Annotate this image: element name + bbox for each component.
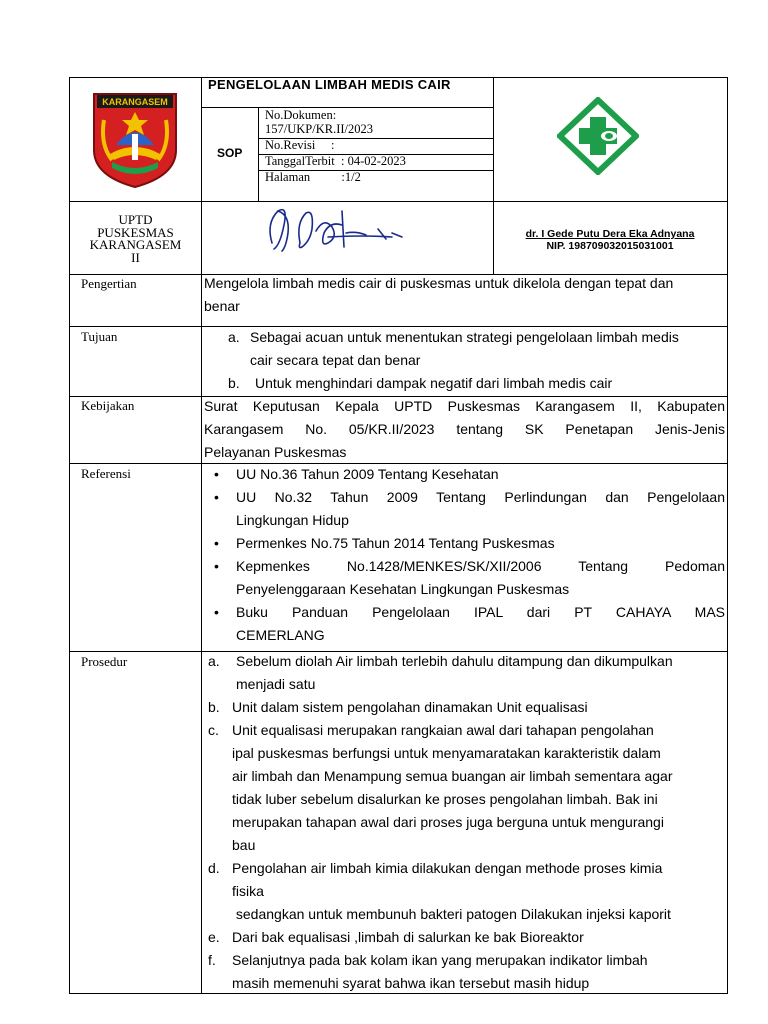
list-item [236,532,725,555]
list-item [204,326,725,372]
list-item [204,372,725,395]
list-item [204,857,725,926]
list-item [236,555,725,601]
signature-icon [262,203,410,255]
text-line: Lingkungan Hidup [236,512,349,528]
list-item [236,486,725,532]
text-line: • UU No.36 Tahun 2009 Tentang Kesehatan [236,466,499,482]
doc-number-value: 157/UKP/KR.II/2023 [265,122,373,136]
kebijakan-text [204,395,725,464]
list-item [236,463,725,486]
label-prosedur: Prosedur [81,654,128,669]
tujuan-list [204,326,725,395]
sop-label: SOP [217,146,243,160]
doc-number-label: No.Dokumen: [265,108,337,122]
text-line: menjadi satu [236,676,316,692]
referensi-list [236,463,725,647]
pengertian-text [204,272,725,318]
signatory-nip: NIP. 198709032015031001 [546,240,674,252]
text-line: Mengelola limbah medis cair di puskesmas untuk dikelola dengan tepat dan [204,275,674,291]
text-line: Untuk menghindari dampak negatif dari limbah medis cair [255,375,613,391]
page-number: Halaman :1/2 [265,170,361,184]
label-kebijakan: Kebijakan [81,398,135,413]
label-referensi: Referensi [81,466,131,481]
text-line: Unit dalam sistem pengolahan dinamakan Unit equalisasi [232,699,588,715]
text-line: masih memenuhi syarat bahwa ikan tersebut masih hidup [232,975,590,991]
list-marker: d. [208,860,220,876]
label-tujuan: Tujuan [81,329,118,344]
text-line: cair secara tepat dan benar [250,352,421,368]
text-line: Penyelenggaraan Kesehatan Lingkungan Puskesmas [236,581,570,597]
list-item [204,926,725,949]
text-line: air limbah dan Menampung semua buangan air limbah sementara agar [232,768,673,784]
org-line: PUSKESMAS [97,224,174,240]
text-line: • Permenkes No.75 Tahun 2014 Tentang Puskesmas [236,535,555,551]
text-line: Karangasem No. 05/KR.II/2023 tentang SK Penetapan Jenis-Jenis [204,421,725,437]
puskesmas-logo-icon [557,97,639,175]
org-line: UPTD [118,212,153,227]
text-line: • UU No.32 Tahun 2009 Tentang Perlindungan dan Pengelolaan [236,489,725,505]
issue-date: TanggalTerbit : 04-02-2023 [265,154,406,168]
text-line: ipal puskesmas berfungsi untuk menyamaratakan karakteristik dalam [232,745,661,761]
text-line: fisika [232,883,264,899]
text-line: merupakan tahapan awal dari proses juga berguna untuk mengurangi [232,814,664,830]
label-pengertian: Pengertian [81,276,137,291]
list-item [236,601,725,647]
text-line: Pengolahan air limbah kimia dilakukan dengan methode proses kimia [232,860,663,876]
text-line: Pelayanan Puskesmas [204,444,347,460]
organization-name [70,214,201,264]
document-title: PENGELOLAAN LIMBAH MEDIS CAIR [208,77,451,92]
list-item [204,949,725,995]
list-marker: f. [208,952,216,968]
karangasem-emblem-icon [90,90,180,190]
text-line: Dari bak equalisasi ,limbah di salurkan ke bak Bioreaktor [232,929,584,945]
text-line: Selanjutnya pada bak kolam ikan yang merupakan indikator limbah [232,952,648,968]
list-marker: c. [208,722,219,738]
text-line: Surat Keputusan Kepala UPTD Puskesmas Karangasem II, Kabupaten [204,398,725,414]
list-marker: a. [228,329,240,345]
text-line: bau [232,837,256,853]
text-line: • Kepmenkes No.1428/MENKES/SK/XII/2006 Tentang Pedoman [236,558,725,574]
text-line: sedangkan untuk membunuh bakteri patogen Dilakukan injeksi kaporit [232,906,671,922]
org-line: II [131,249,140,265]
list-marker: b. [208,699,220,715]
org-line: KARANGASEM [89,237,182,252]
list-item [204,719,725,857]
list-marker: b. [228,375,240,391]
text-line: CEMERLANG [236,627,325,643]
text-line: tidak luber sebelum disalurkan ke proses pengolahan limbah. Bak ini [232,791,658,807]
list-item [204,696,725,719]
text-line: • Buku Panduan Pengelolaan IPAL dari PT CAHAYA MAS [236,604,725,620]
text-line: Sebagai acuan untuk menentukan strategi pengelolaan limbah medis [250,329,679,345]
signatory-name: dr. I Gede Putu Dera Eka Adnyana [525,228,695,240]
prosedur-list [204,650,725,995]
text-line: Sebelum diolah Air limbah terlebih dahulu ditampung dan dikumpulkan [236,653,673,669]
text-line: benar [204,298,240,314]
list-marker: e. [208,929,220,945]
list-marker: a. [208,653,220,669]
text-line: Unit equalisasi merupakan rangkaian awal dari tahapan pengolahan [232,722,654,738]
list-item [204,650,725,696]
revision-number: No.Revisi : [265,138,335,152]
emblem-text: KARANGASEM [102,97,168,107]
